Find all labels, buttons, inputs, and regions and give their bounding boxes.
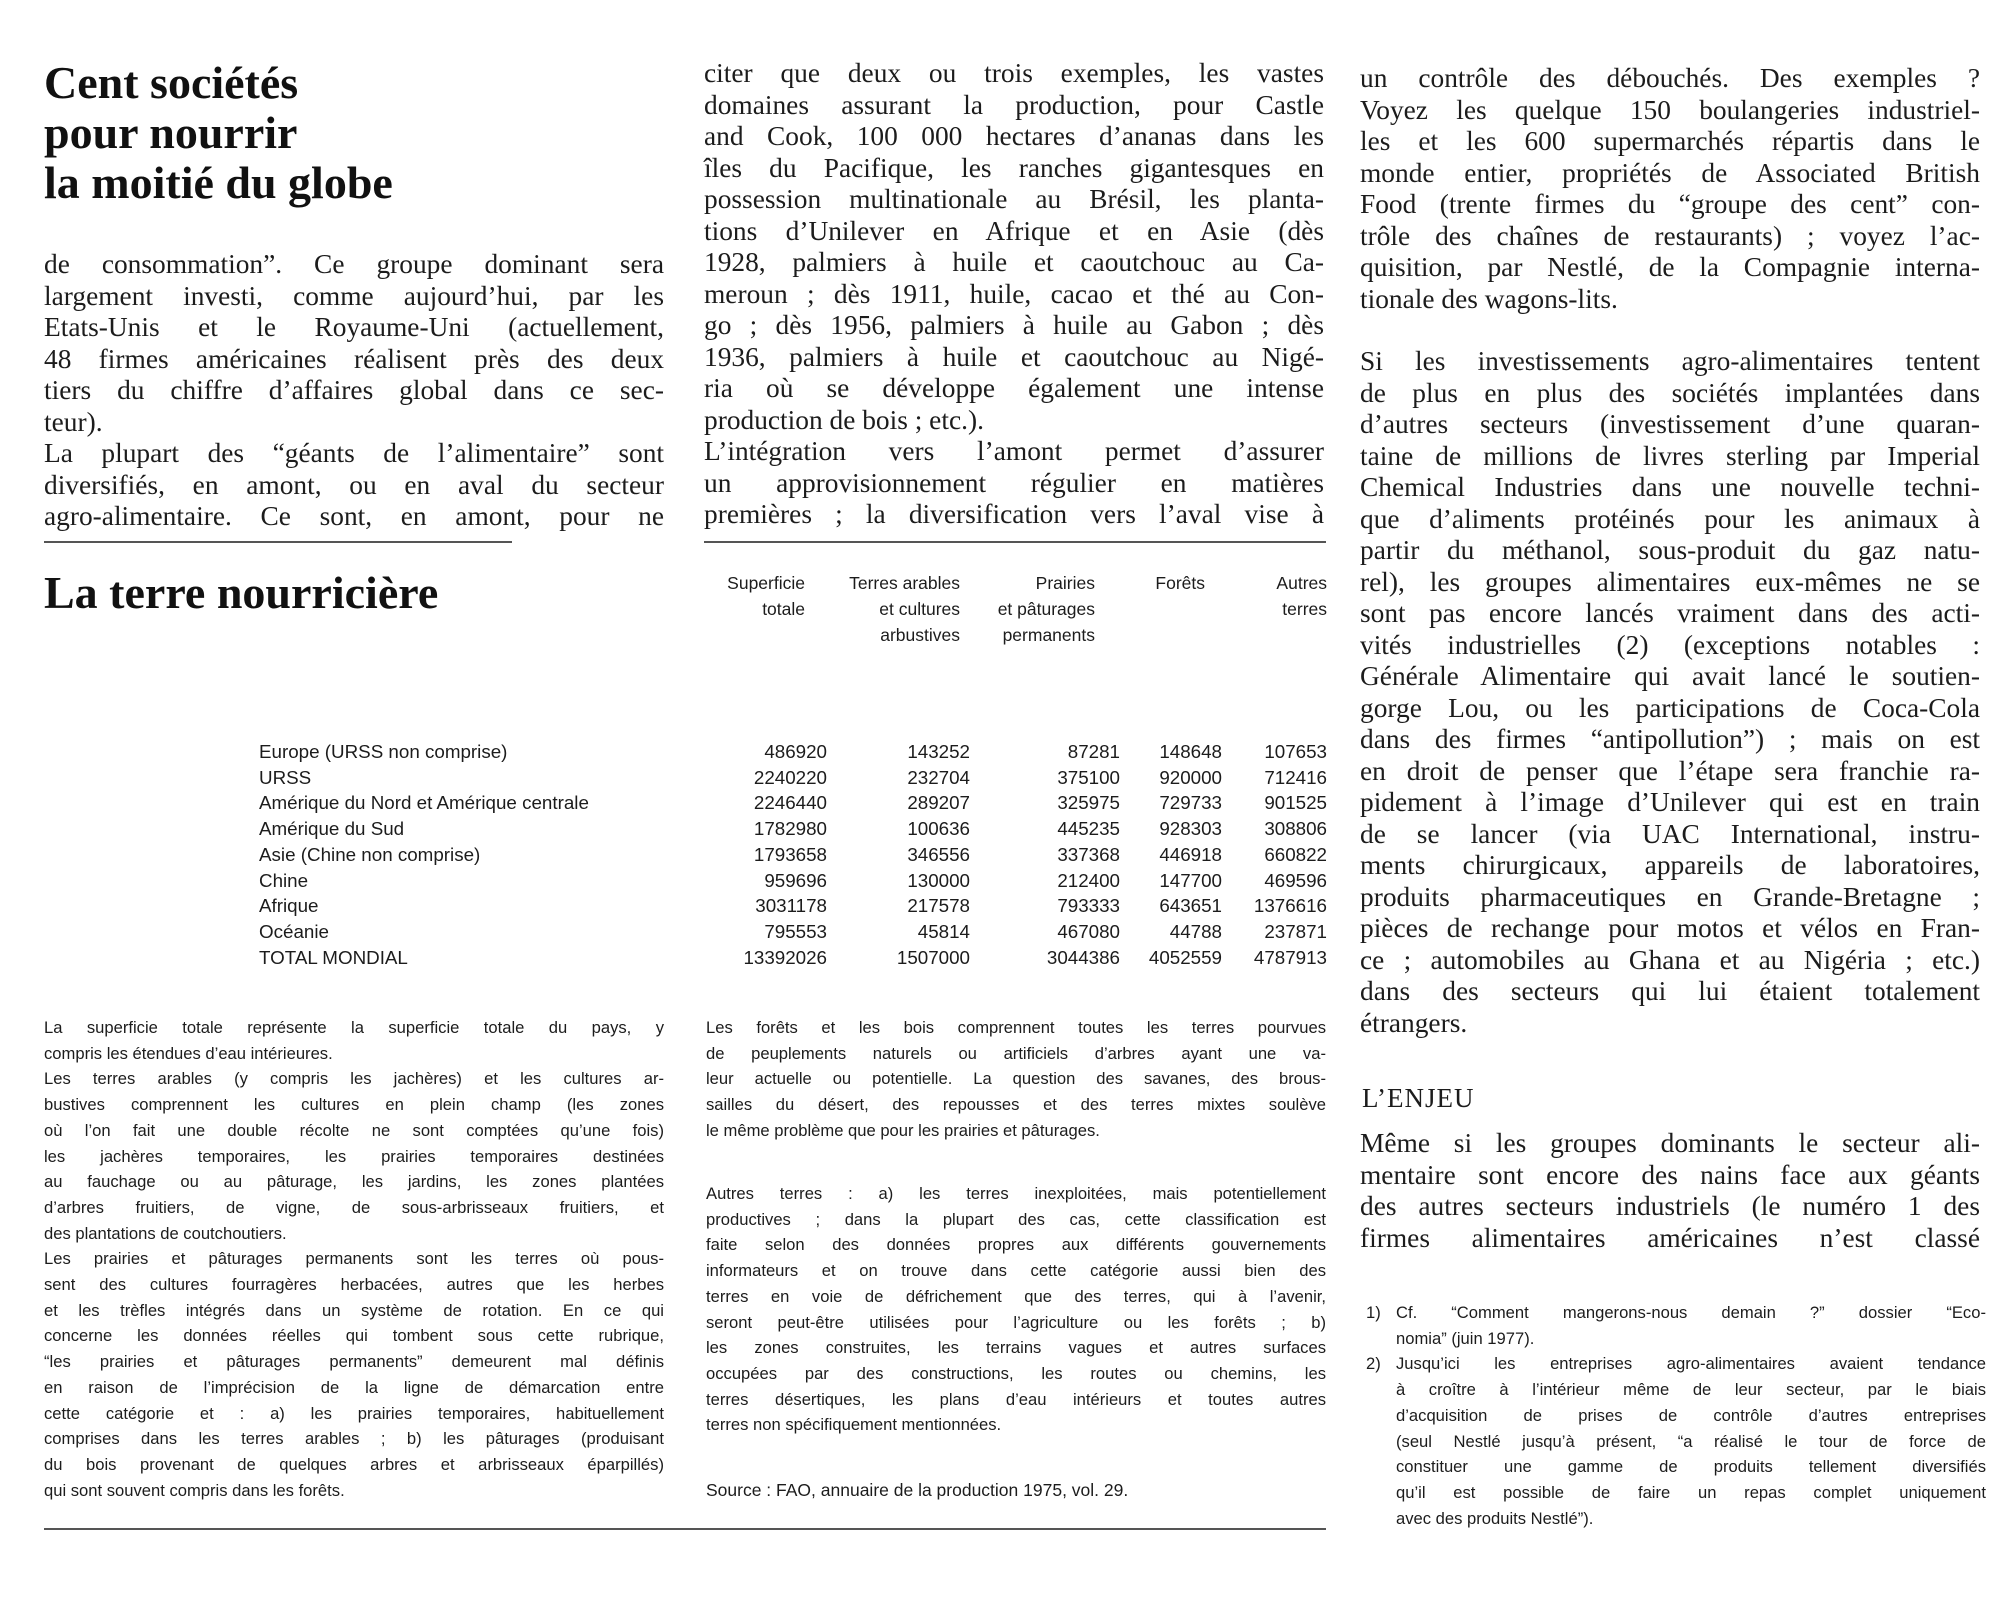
text-line: monde entier, propriétés de Associated British bbox=[1360, 157, 1980, 188]
text-line: seront peut-être utilisées pour l’agriculture ou les forêts ; b) bbox=[706, 1312, 1326, 1332]
column-header: Prairies et pâturages permanents bbox=[997, 573, 1095, 645]
text-line: Même si les groupes dominants le secteur ali- bbox=[1360, 1128, 1980, 1158]
text-line: les jachères temporaires, les prairies temporaires destinées bbox=[44, 1146, 664, 1166]
text-line: diversifiés, en amont, ou en aval du secteur bbox=[44, 469, 664, 500]
text-line: les zones construites, les terrains vagues et autres surfaces bbox=[706, 1338, 1326, 1358]
land-table bbox=[259, 739, 1327, 970]
column-header: Forêts bbox=[1155, 573, 1205, 593]
footnote-text bbox=[1396, 1300, 1986, 1351]
text-line: un contrôle des débouchés. Des exemples ? bbox=[1360, 63, 1980, 93]
text-line: occupées par des constructions, les routes ou chemins, les bbox=[706, 1363, 1326, 1383]
text-line: étrangers. bbox=[1360, 1007, 1468, 1038]
text-line: tions d’Unilever en Afrique et en Asie (dès bbox=[704, 215, 1324, 246]
title-line: Cent sociétés bbox=[44, 57, 299, 108]
col3-body bbox=[1360, 63, 1980, 315]
text-line: rel), les groupes alimentaires eux-mêmes ne se bbox=[1360, 566, 1980, 597]
table-row bbox=[259, 739, 1327, 765]
text-line: Autres terres : a) les terres inexploitées, mais potentiellement bbox=[706, 1184, 1326, 1203]
text-line: de se lancer (via UAC International, instru- bbox=[1360, 818, 1980, 849]
col2-body bbox=[704, 58, 1324, 531]
table-row bbox=[259, 868, 1327, 894]
text-line: les et les 600 supermarchés répartis dans le bbox=[1360, 126, 1980, 156]
text-line: du bois provenant de quelques arbres et arbrisseaux éparpillés) bbox=[44, 1454, 664, 1474]
value-cell: 4052559 bbox=[1148, 946, 1222, 968]
col1-body bbox=[44, 249, 664, 533]
text-line: d’arbres fruitiers, de vigne, de sous-arbrisseaux fruitiers, et bbox=[44, 1197, 664, 1217]
text-line: agro-alimentaire. Ce sont, en amont, pour ne bbox=[44, 501, 664, 531]
text-line: d’acquisition de prises de contrôle d’autres entreprises bbox=[1396, 1405, 1986, 1425]
value-cell: 143252 bbox=[907, 741, 970, 762]
table-row bbox=[259, 816, 1327, 842]
text-line: concerne les données réelles qui tombent sous cette rubrique, bbox=[44, 1326, 664, 1346]
text-line: terres en voie de défrichement que des terres, qui à l’avenir, bbox=[706, 1286, 1326, 1306]
text-line: domaines assurant la production, pour Castle bbox=[704, 89, 1324, 120]
section-rule bbox=[44, 541, 512, 543]
value-cell: 795553 bbox=[764, 920, 827, 942]
value-cell: 486920 bbox=[764, 741, 827, 762]
title-line: la moitié du globe bbox=[44, 157, 393, 208]
text-line: de peuplements naturels ou artificiels d’arbres ayant une va- bbox=[706, 1043, 1326, 1063]
text-line: Food (trente firmes du “groupe des cent” con- bbox=[1360, 189, 1980, 219]
value-cell: 1782980 bbox=[753, 818, 827, 840]
table-row bbox=[259, 790, 1327, 816]
text-line: production de bois ; etc.). bbox=[704, 404, 984, 435]
text-line: de plus en plus des sociétés implantées dans bbox=[1360, 377, 1980, 408]
text-line: en raison de l’imprécision de la ligne de démarcation entre bbox=[44, 1377, 664, 1397]
value-cell: 107653 bbox=[1264, 741, 1327, 762]
text-line: Voyez les quelque 150 boulangeries industriel- bbox=[1360, 94, 1980, 125]
value-cell: 13392026 bbox=[743, 946, 827, 968]
region-cell: Chine bbox=[259, 869, 309, 891]
text-line: au fauchage ou au pâturage, les jardins, les zones plantées bbox=[44, 1172, 664, 1192]
text-line: Chemical Industries dans une nouvelle techni- bbox=[1360, 472, 1980, 502]
table-notes-left bbox=[44, 1015, 664, 1503]
text-line: le même problème que pour les prairies et pâturages. bbox=[706, 1120, 1100, 1140]
text-line: Les prairies et pâturages permanents sont les terres où pous- bbox=[44, 1249, 664, 1269]
text-line: comprises dans les terres arables ; b) les pâturages (produisant bbox=[44, 1429, 664, 1449]
value-cell: 130000 bbox=[907, 869, 970, 891]
value-cell: 308806 bbox=[1264, 818, 1327, 840]
footnotes bbox=[1366, 1300, 1986, 1531]
text-line: 1928, palmiers à huile et caoutchouc au Ca- bbox=[704, 247, 1324, 277]
text-line: and Cook, 100 000 hectares d’ananas dans les bbox=[704, 121, 1324, 151]
text-line: tiers du chiffre d’affaires global dans ce sec- bbox=[44, 375, 664, 405]
value-cell: 469596 bbox=[1264, 869, 1327, 891]
value-cell: 2246440 bbox=[753, 792, 827, 814]
text-line: trôle des chaînes de restaurants) ; voyez l’ac- bbox=[1360, 220, 1980, 251]
text-line: Etats-Unis et le Royaume-Uni (actuellement, bbox=[44, 312, 664, 342]
text-line: d’autres secteurs (investissement d’une quaran- bbox=[1360, 409, 1980, 439]
text-line: L’intégration vers l’amont permet d’assurer bbox=[704, 436, 1324, 466]
text-line: dans des secteurs qui lui étaient totalement bbox=[1360, 976, 1980, 1006]
region-cell: Asie (Chine non comprise) bbox=[259, 843, 481, 865]
value-cell: 346556 bbox=[907, 843, 970, 865]
text-line: 48 firmes américaines réalisent près des deux bbox=[44, 343, 664, 374]
value-cell: 212400 bbox=[1057, 869, 1120, 891]
region-cell: Amérique du Nord et Amérique centrale bbox=[259, 792, 589, 814]
text-line: taine de millions de livres sterling par Imperial bbox=[1360, 440, 1980, 471]
text-line: dans des firmes “antipollution”) ; mais on est bbox=[1360, 724, 1980, 754]
article-title bbox=[44, 58, 524, 208]
value-cell: 729733 bbox=[1159, 792, 1222, 814]
value-cell: 44788 bbox=[1169, 920, 1222, 942]
text-line: tionale des wagons-lits. bbox=[1360, 283, 1618, 314]
table-row bbox=[259, 893, 1327, 919]
text-line: avec des produits Nestlé”). bbox=[1396, 1508, 1594, 1528]
text-line: sent des cultures fourragères herbacées, autres que les herbes bbox=[44, 1275, 664, 1295]
text-line: terres non spécifiquement mentionnées. bbox=[706, 1415, 1002, 1435]
text-line: des autres secteurs industriels (le numéro 1 des bbox=[1360, 1191, 1980, 1221]
text-line: qu’il est possible de faire un repas complet uniquement bbox=[1396, 1482, 1986, 1502]
value-cell: 237871 bbox=[1264, 920, 1327, 942]
value-cell: 2240220 bbox=[753, 766, 827, 788]
text-line: ce ; automobiles au Ghana et au Nigéria ; etc.) bbox=[1360, 944, 1980, 975]
value-cell: 445235 bbox=[1057, 818, 1120, 840]
text-line: (seul Nestlé jusqu’à présent, “a réalisé le tour de force de bbox=[1396, 1431, 1986, 1451]
text-line: Les forêts et les bois comprennent toutes les terres pourvues bbox=[706, 1018, 1326, 1037]
table-source: Source : FAO, annuaire de la production 1975, vol. 29. bbox=[706, 1480, 1129, 1500]
text-line: Cf. “Comment mangerons-nous demain ?” dossier “Eco- bbox=[1396, 1303, 1986, 1322]
text-line: mentaire sont encore des nains face aux géants bbox=[1360, 1159, 1980, 1190]
value-cell: 147700 bbox=[1159, 869, 1222, 891]
footnote bbox=[1366, 1300, 1986, 1351]
text-line: vités industrielles (2) (exceptions notables : bbox=[1360, 629, 1980, 660]
value-cell: 643651 bbox=[1159, 895, 1222, 917]
value-cell: 1376616 bbox=[1253, 895, 1327, 917]
value-cell: 920000 bbox=[1159, 766, 1222, 788]
text-line: firmes alimentaires américaines n’est classé bbox=[1360, 1222, 1980, 1253]
region-cell: Océanie bbox=[259, 920, 329, 942]
value-cell: 901525 bbox=[1264, 792, 1327, 814]
table-row bbox=[259, 842, 1327, 868]
enjeu-body bbox=[1360, 1128, 1980, 1254]
text-line: terres désertiques, les plans d’eau intérieurs et toutes autres bbox=[706, 1389, 1326, 1409]
column-header: Superficie totale bbox=[727, 573, 805, 619]
text-line: teur). bbox=[44, 406, 103, 437]
text-line: La superficie totale représente la superficie totale du pays, y bbox=[44, 1018, 664, 1037]
value-cell: 232704 bbox=[907, 766, 970, 788]
title-line: pour nourrir bbox=[44, 107, 298, 158]
text-line: à croître à l’intérieur même de leur secteur, par le biais bbox=[1396, 1380, 1986, 1400]
text-line: pidement à l’image d’Unilever qui est en train bbox=[1360, 787, 1980, 817]
value-cell: 4787913 bbox=[1253, 946, 1327, 968]
value-cell: 3031178 bbox=[755, 895, 827, 917]
value-cell: 660822 bbox=[1264, 843, 1327, 865]
text-line: compris les étendues d’eau intérieures. bbox=[44, 1043, 333, 1063]
col3-body-2 bbox=[1360, 346, 1980, 1039]
text-line: ria où se développe également une intense bbox=[704, 373, 1324, 403]
value-cell: 959696 bbox=[764, 869, 827, 891]
text-line: go ; dès 1956, palmiers à huile au Gabon ; dès bbox=[704, 310, 1324, 340]
value-cell: 375100 bbox=[1057, 766, 1120, 788]
text-line: produits pharmaceutiques en Grande-Bretagne ; bbox=[1360, 881, 1980, 912]
text-line: gorge Lou, ou les participations de Coca-Cola bbox=[1360, 692, 1980, 723]
text-line: constituer une gamme de produits tellement diversifiés bbox=[1396, 1457, 1986, 1477]
section-heading: L’ENJEU bbox=[1362, 1083, 1475, 1113]
table-row bbox=[259, 765, 1327, 791]
text-line: de consommation”. Ce groupe dominant sera bbox=[44, 249, 664, 279]
text-line: où l’on fait une double récolte ne sont comptées qu’une fois) bbox=[44, 1120, 664, 1140]
section-rule bbox=[704, 541, 1326, 543]
footnote-number: 1) bbox=[1366, 1303, 1381, 1322]
text-line: bustives comprennent les cultures en plein champ (les zones bbox=[44, 1095, 664, 1115]
table-row bbox=[259, 945, 1327, 971]
text-line: sont pas encore lancés vraiment dans des acti- bbox=[1360, 598, 1980, 628]
value-cell: 289207 bbox=[907, 792, 970, 814]
value-cell: 217578 bbox=[907, 895, 970, 917]
text-line: cette catégorie et : a) les prairies temporaires, habituellement bbox=[44, 1403, 664, 1423]
value-cell: 148648 bbox=[1159, 741, 1222, 762]
text-line: leur actuelle ou potentielle. La question des savanes, des brous- bbox=[706, 1069, 1326, 1089]
region-cell: TOTAL MONDIAL bbox=[259, 946, 408, 968]
value-cell: 45814 bbox=[917, 920, 970, 942]
text-line: 1936, palmiers à huile et caoutchouc au Nigé- bbox=[704, 341, 1324, 372]
region-cell: URSS bbox=[259, 766, 312, 788]
value-cell: 1793658 bbox=[753, 843, 827, 865]
region-cell: Europe (URSS non comprise) bbox=[259, 741, 508, 762]
footnote-number: 2) bbox=[1366, 1354, 1381, 1374]
text-line: nomia” (juin 1977). bbox=[1396, 1328, 1535, 1348]
value-cell: 712416 bbox=[1264, 766, 1327, 788]
text-line: Si les investissements agro-alimentaires tentent bbox=[1360, 346, 1980, 376]
text-line: La plupart des “géants de l’alimentaire” sont bbox=[44, 438, 664, 468]
text-line: premières ; la diversification vers l’aval vise à bbox=[704, 499, 1324, 529]
text-line: en droit de penser que l’étape sera franchie ra- bbox=[1360, 755, 1980, 786]
footnote-text bbox=[1396, 1351, 1986, 1531]
region-cell: Amérique du Sud bbox=[259, 818, 405, 840]
value-cell: 87281 bbox=[1067, 741, 1120, 762]
footnote bbox=[1366, 1351, 1986, 1531]
text-line: partir du méthanol, sous-produit du gaz natu- bbox=[1360, 535, 1980, 565]
value-cell: 100636 bbox=[907, 818, 970, 840]
table-title: La terre nourricière bbox=[44, 567, 439, 618]
text-line: Générale Alimentaire qui avait lancé le soutien- bbox=[1360, 661, 1980, 691]
text-line: quisition, par Nestlé, de la Compagnie interna- bbox=[1360, 252, 1980, 282]
text-line: et les trèfles intégrés dans un système de rotation. En ce qui bbox=[44, 1300, 664, 1320]
value-cell: 446918 bbox=[1159, 843, 1222, 865]
text-line: îles du Pacifique, les ranches gigantesques en bbox=[704, 152, 1324, 183]
text-line: ments chirurgicaux, appareils de laboratoires, bbox=[1360, 850, 1980, 880]
text-line: Jusqu’ici les entreprises agro-alimentaires avaient tendance bbox=[1396, 1354, 1986, 1374]
value-cell: 1507000 bbox=[896, 946, 970, 968]
text-line: Les terres arables (y compris les jachères) et les cultures ar- bbox=[44, 1069, 664, 1089]
text-line: sailles du désert, des repousses et des terres mixtes soulève bbox=[706, 1095, 1326, 1115]
column-header: Terres arables et cultures arbustives bbox=[849, 573, 960, 645]
text-line: “les prairies et pâturages permanents” demeurent mal définis bbox=[44, 1352, 664, 1372]
text-line: informateurs et on trouve dans cette catégorie aussi bien des bbox=[706, 1261, 1326, 1281]
value-cell: 467080 bbox=[1057, 920, 1120, 942]
text-line: un approvisionnement régulier en matières bbox=[704, 467, 1324, 498]
value-cell: 337368 bbox=[1057, 843, 1120, 865]
table-row bbox=[259, 919, 1327, 945]
text-line: citer que deux ou trois exemples, les vastes bbox=[704, 58, 1324, 88]
table-notes-other bbox=[706, 1181, 1326, 1438]
text-line: qui sont souvent compris dans les forêts. bbox=[44, 1480, 345, 1500]
table-column-headers bbox=[680, 570, 1332, 660]
value-cell: 3044386 bbox=[1046, 946, 1120, 968]
bottom-rule bbox=[44, 1528, 1326, 1530]
text-line: largement investi, comme aujourd’hui, par les bbox=[44, 280, 664, 311]
column-header: Autres terres bbox=[1276, 573, 1327, 619]
text-line: des plantations de coutchoutiers. bbox=[44, 1223, 287, 1243]
text-line: productives ; dans la plupart des cas, cette classification est bbox=[706, 1209, 1326, 1229]
text-line: que d’aliments protéinés pour les animaux à bbox=[1360, 503, 1980, 534]
value-cell: 793333 bbox=[1057, 895, 1120, 917]
text-line: pièces de rechange pour motos et vélos en Fran- bbox=[1360, 913, 1980, 943]
text-line: meroun ; dès 1911, huile, cacao et thé au Con- bbox=[704, 278, 1324, 309]
value-cell: 928303 bbox=[1159, 818, 1222, 840]
text-line: faite selon des données propres aux différents gouvernements bbox=[706, 1235, 1326, 1255]
region-cell: Afrique bbox=[259, 895, 319, 917]
table-notes-forests bbox=[706, 1015, 1326, 1144]
text-line: possession multinationale au Brésil, les planta- bbox=[704, 184, 1324, 214]
value-cell: 325975 bbox=[1057, 792, 1120, 814]
